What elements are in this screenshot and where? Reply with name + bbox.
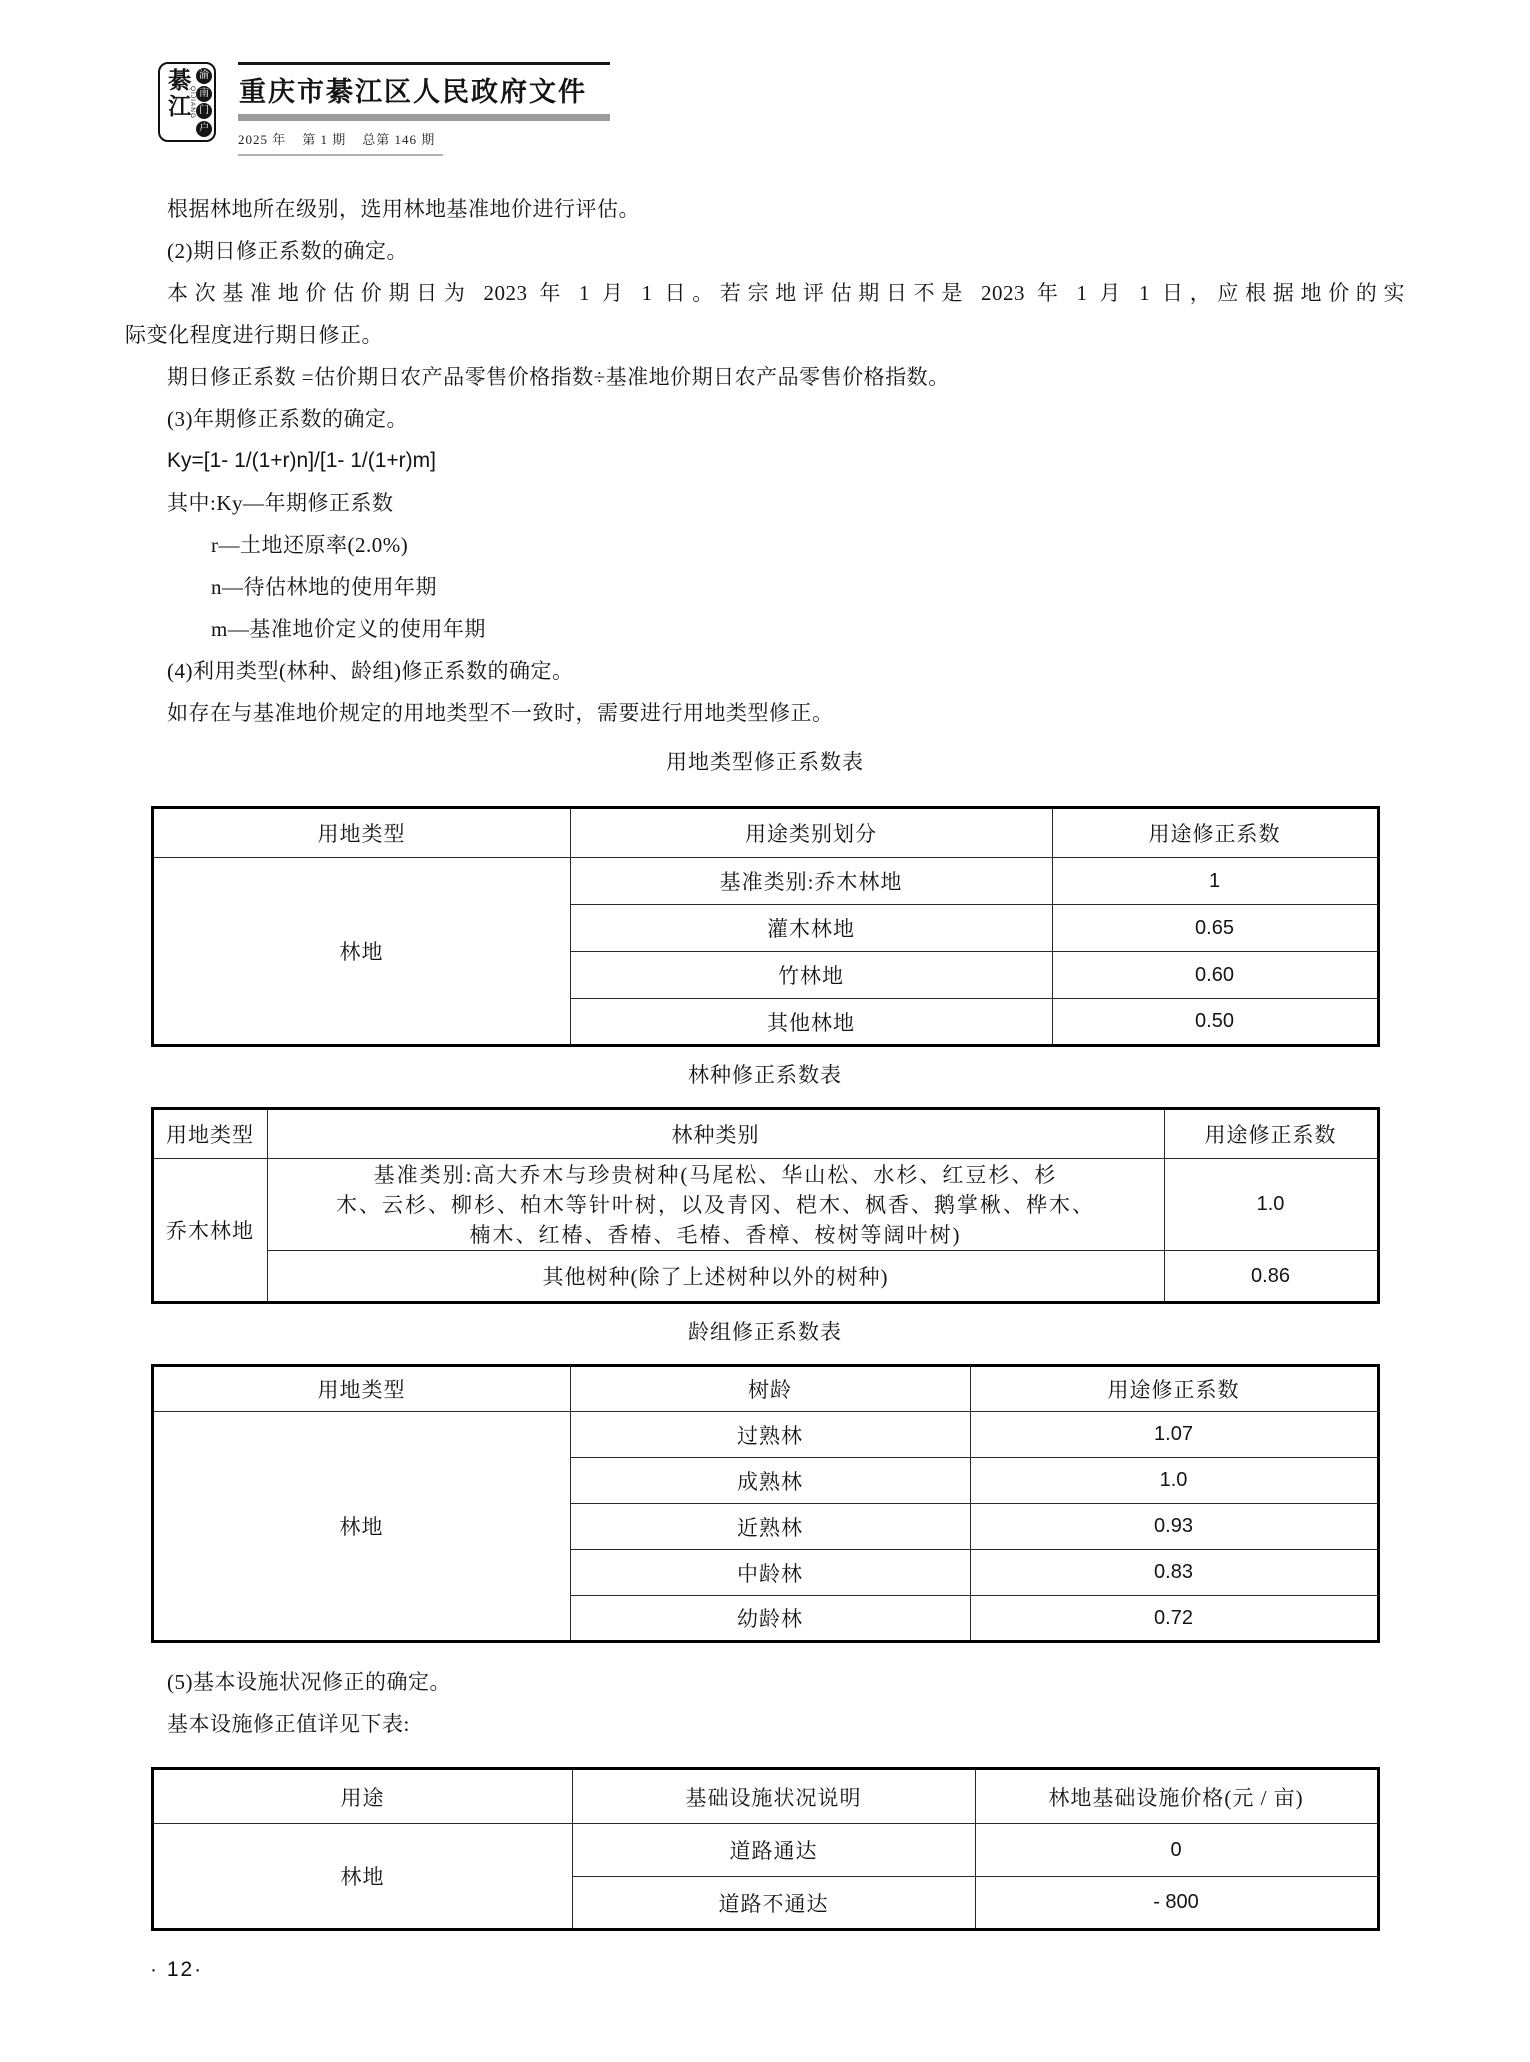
label-cell: 基准类别:高大乔木与珍贵树种(马尾松、华山松、水杉、红豆杉、杉 木、云杉、柳杉、柏木等针叶树，以及青冈、桤木、枫香、鹅掌楸、桦木、 楠木、红椿、香椿、毛椿、香樟、桉树等阔叶树) xyxy=(267,1159,1164,1251)
header-cell: 用地类型 xyxy=(152,1109,267,1159)
table-header-row xyxy=(152,1769,1378,1824)
document-title: 重庆市綦江区人民政府文件 xyxy=(239,77,587,107)
table-header-row xyxy=(152,1366,1378,1412)
logo-name-characters: 綦江 xyxy=(165,68,191,120)
value-cell: - 800 xyxy=(975,1877,1378,1930)
seal-icon: 渝 xyxy=(196,68,212,84)
header-cell: 林地基础设施价格(元 / 亩) xyxy=(975,1769,1378,1824)
table-row xyxy=(152,1159,1378,1251)
paragraph: r—土地还原率(2.0%) xyxy=(211,533,409,557)
logo-romanization: QIJIANG xyxy=(189,85,197,119)
paragraph: n—待估林地的使用年期 xyxy=(211,575,437,599)
value-cell: 1.0 xyxy=(1164,1159,1378,1251)
table-header-row xyxy=(152,808,1378,858)
paragraph: 期日修正系数 =估价期日农产品零售价格指数÷基准地价期日农产品零售价格指数。 xyxy=(167,365,950,389)
page-number: · 12· xyxy=(150,1958,204,1981)
issue-underline xyxy=(238,154,443,156)
label-cell: 其他树种(除了上述树种以外的树种) xyxy=(267,1251,1164,1303)
issue-year: 2025 年 xyxy=(238,132,287,147)
header-cell: 用途修正系数 xyxy=(1164,1109,1378,1159)
issue-total: 总第 146 期 xyxy=(362,132,436,147)
label-cell: 其他林地 xyxy=(570,999,1052,1046)
value-cell: 1.0 xyxy=(970,1458,1378,1504)
table-caption-age-group: 龄组修正系数表 xyxy=(688,1320,842,1344)
forest-species-coefficient-table xyxy=(151,1107,1380,1304)
paragraph: (2)期日修正系数的确定。 xyxy=(167,239,408,263)
seal-icon: 户 xyxy=(196,121,212,137)
table-caption-forest-species: 林种修正系数表 xyxy=(688,1063,842,1087)
paragraph: 基本设施修正值详见下表: xyxy=(167,1712,410,1736)
masthead-gray-band xyxy=(238,114,610,121)
age-group-coefficient-table xyxy=(151,1364,1380,1643)
value-cell: 1 xyxy=(1052,858,1378,905)
paragraph: 其中:Ky—年期修正系数 xyxy=(167,491,394,515)
label-cell: 灌木林地 xyxy=(570,905,1052,952)
paragraph: 根据林地所在级别，选用林地基准地价进行评估。 xyxy=(167,197,640,221)
header-cell: 用途修正系数 xyxy=(1052,808,1378,858)
header-cell: 基础设施状况说明 xyxy=(572,1769,975,1824)
group-cell: 林地 xyxy=(152,1824,572,1930)
table-caption-land-use-type: 用地类型修正系数表 xyxy=(666,750,864,774)
land-use-type-coefficient-table xyxy=(151,806,1380,1047)
table-row xyxy=(152,858,1378,905)
table-row xyxy=(152,1412,1378,1458)
masthead-title-block xyxy=(238,62,610,156)
value-cell: 0.83 xyxy=(970,1550,1378,1596)
issue-number: 第 1 期 xyxy=(302,132,347,147)
value-cell: 0.50 xyxy=(1052,999,1378,1046)
group-cell: 乔木林地 xyxy=(152,1159,267,1303)
value-cell: 0.72 xyxy=(970,1596,1378,1642)
issue-line xyxy=(238,129,610,148)
table-header-row xyxy=(152,1109,1378,1159)
header-cell: 林种类别 xyxy=(267,1109,1164,1159)
value-cell: 0 xyxy=(975,1824,1378,1877)
header-cell: 用地类型 xyxy=(152,808,570,858)
value-cell: 1.07 xyxy=(970,1412,1378,1458)
header-cell: 用途 xyxy=(152,1769,572,1824)
label-cell: 竹林地 xyxy=(570,952,1052,999)
masthead xyxy=(158,62,610,156)
paragraph: 际变化程度进行期日修正。 xyxy=(125,323,383,347)
label-cell: 中龄林 xyxy=(570,1550,970,1596)
table-row xyxy=(152,1251,1378,1303)
header-cell: 用地类型 xyxy=(152,1366,570,1412)
label-cell: 近熟林 xyxy=(570,1504,970,1550)
header-cell: 用途修正系数 xyxy=(970,1366,1378,1412)
formula-line: Ky=[1- 1/(1+r)n]/[1- 1/(1+r)m] xyxy=(167,449,437,472)
value-cell: 0.65 xyxy=(1052,905,1378,952)
value-cell: 0.86 xyxy=(1164,1251,1378,1303)
seal-icon: 门 xyxy=(196,103,212,119)
paragraph: m—基准地价定义的使用年期 xyxy=(211,617,486,641)
paragraph: 如存在与基准地价规定的用地类型不一致时，需要进行用地类型修正。 xyxy=(167,701,834,725)
label-cell: 道路不通达 xyxy=(572,1877,975,1930)
header-cell: 用途类别划分 xyxy=(570,808,1052,858)
paragraph: (3)年期修正系数的确定。 xyxy=(167,407,408,431)
label-cell: 过熟林 xyxy=(570,1412,970,1458)
label-cell: 成熟林 xyxy=(570,1458,970,1504)
seal-icon: 南 xyxy=(196,86,212,102)
group-cell: 林地 xyxy=(152,1412,570,1642)
label-cell: 基准类别:乔木林地 xyxy=(570,858,1052,905)
paragraph: (4)利用类型(林种、龄组)修正系数的确定。 xyxy=(167,659,574,683)
logo-seal-column xyxy=(196,68,212,137)
value-cell: 0.60 xyxy=(1052,952,1378,999)
table-row xyxy=(152,1824,1378,1877)
paragraph: (5)基本设施状况修正的确定。 xyxy=(167,1670,451,1694)
value-cell: 0.93 xyxy=(970,1504,1378,1550)
document-body xyxy=(125,188,1405,1931)
qijiang-logo xyxy=(158,62,216,142)
paragraph: 本次基准地价估价期日为 2023 年 1 月 1 日。若宗地评估期日不是 2023 年 1 月 1 日，应根据地价的实 xyxy=(167,281,1405,305)
label-cell: 道路通达 xyxy=(572,1824,975,1877)
infrastructure-price-table xyxy=(151,1767,1380,1931)
group-cell: 林地 xyxy=(152,858,570,1046)
header-cell: 树龄 xyxy=(570,1366,970,1412)
label-cell: 幼龄林 xyxy=(570,1596,970,1642)
